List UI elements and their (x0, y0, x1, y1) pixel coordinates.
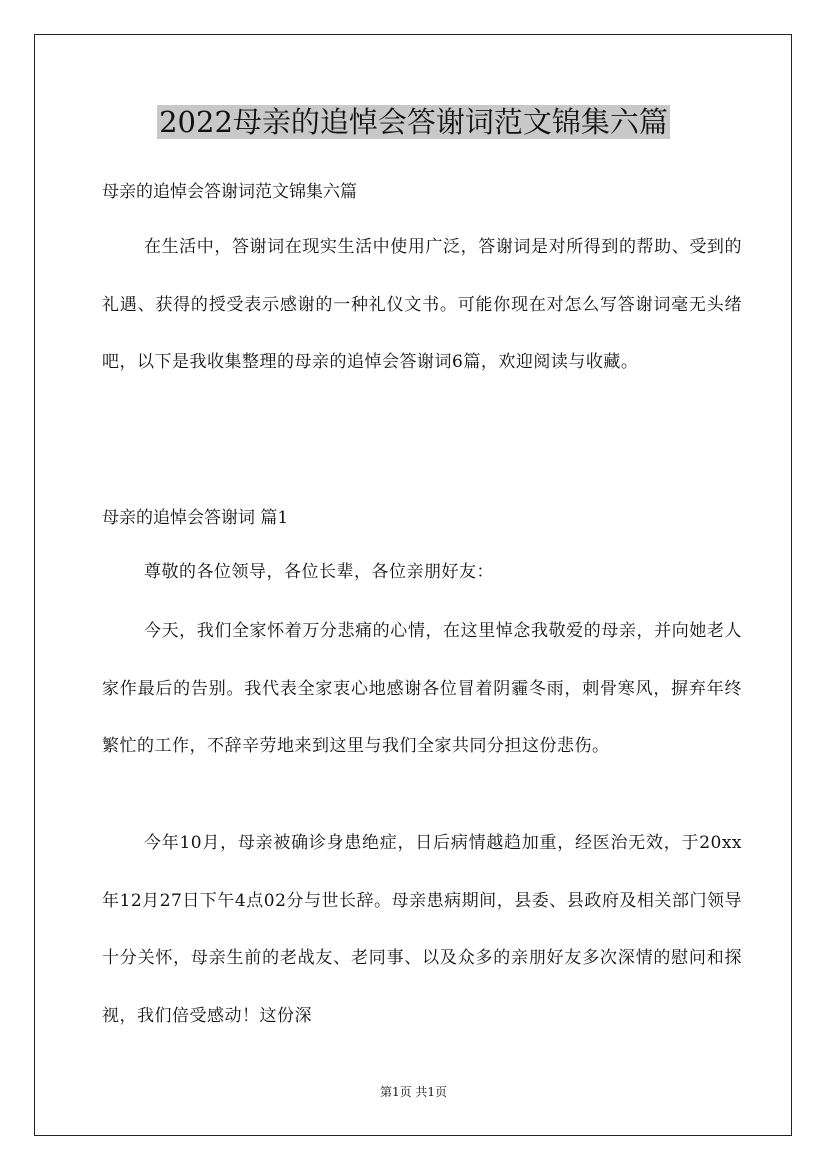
section-heading: 母亲的追悼会答谢词 篇1 (102, 508, 289, 528)
greeting-paragraph: 尊敬的各位领导，各位长辈，各位亲朋好友： (144, 562, 494, 582)
page-footer: 第1页 共1页 (379, 1085, 448, 1099)
body-paragraph-2: 今年10月，母亲被确诊身患绝症，日后病情越趋加重，经医治无效，于20xx年12月27日下午4点02分与世长辞。母亲患病期间，县委、县政府及相关部门领导十分关怀，母亲生前的老战友、老同事、以及众多的亲朋好友多次深情的慰问和探视，我们倍受感动！这份深 (102, 833, 742, 1026)
document-subtitle: 母亲的追悼会答谢词范文锦集六篇 (102, 182, 357, 202)
intro-paragraph: 在生活中，答谢词在现实生活中使用广泛，答谢词是对所得到的帮助、受到的礼遇、获得的授受表示感谢的一种礼仪文书。可能你现在对怎么写答谢词毫无头绪吧，以下是我收集整理的母亲的追悼会答谢词6篇，欢迎阅读与收藏。 (102, 237, 742, 372)
body-paragraph-1: 今天，我们全家怀着万分悲痛的心情，在这里悼念我敬爱的母亲，并向她老人家作最后的告别。我代表全家衷心地感谢各位冒着阴霾冬雨，刺骨寒风，摒弃年终繁忙的工作，不辞辛劳地来到这里与我们全家共同分担这份悲伤。 (102, 621, 742, 756)
document-title: 2022母亲的追悼会答谢词范文锦集六篇 (159, 105, 668, 139)
